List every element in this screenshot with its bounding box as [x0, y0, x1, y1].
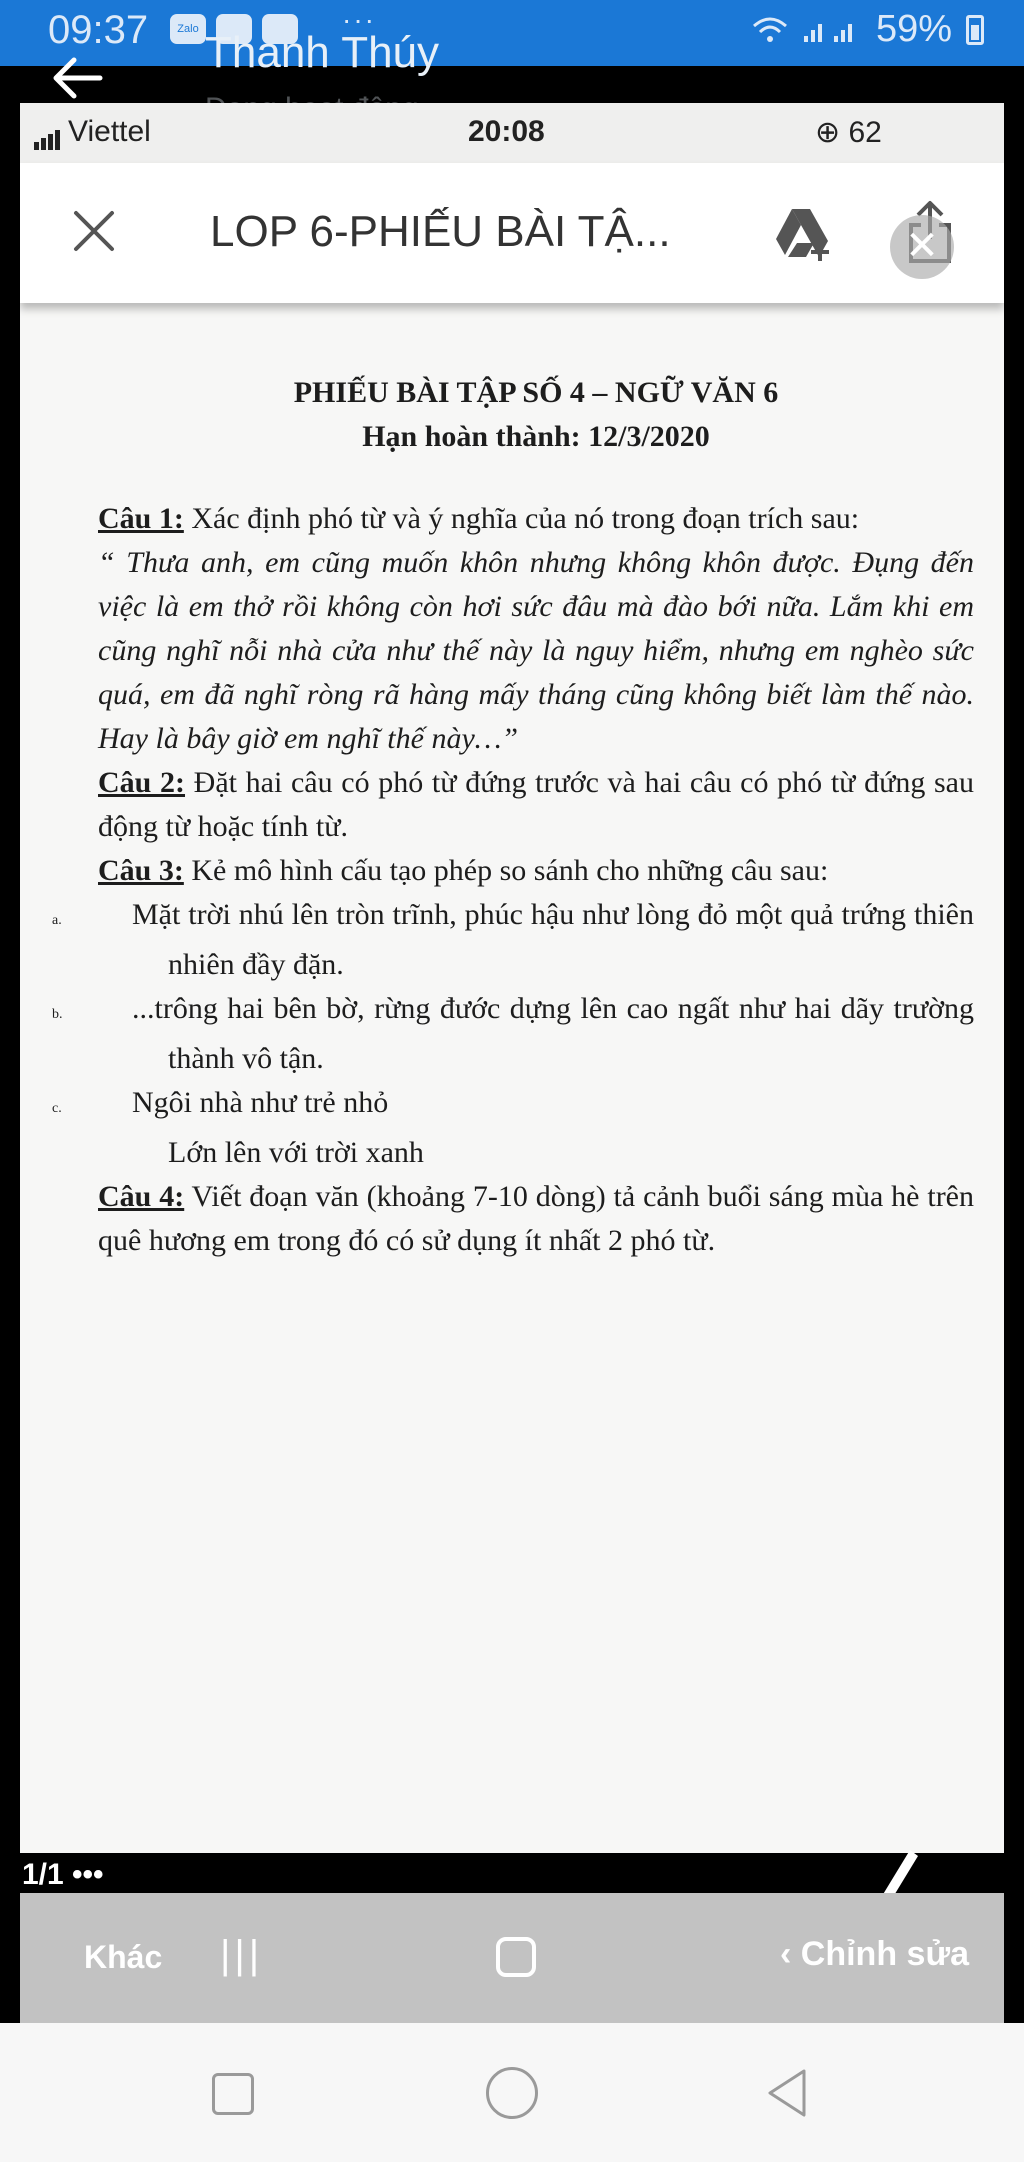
edit-button[interactable]: [780, 1935, 969, 1974]
question-1: [98, 497, 974, 541]
more-button[interactable]: Khác: [84, 1939, 163, 1975]
question-label: Câu 2:: [98, 766, 186, 799]
add-to-drive-icon[interactable]: [772, 205, 832, 263]
recents-button[interactable]: [212, 2073, 254, 2115]
worksheet-deadline: Hạn hoàn thành: 12/3/2020: [362, 420, 710, 453]
item-text: Ngôi nhà như trẻ nhỏ: [132, 1086, 389, 1119]
question-4: [98, 1175, 974, 1263]
photo-status-bar: [20, 103, 1004, 163]
list-item: [52, 1081, 974, 1131]
photo-time: 20:08: [468, 115, 545, 148]
close-preview-button[interactable]: ✕: [890, 215, 954, 279]
battery-icon: [966, 15, 984, 45]
worksheet: [52, 371, 975, 1263]
question-text: Kẻ mô hình cấu tạo phép so sánh cho những câu sau:: [183, 854, 829, 887]
question-text: Đặt hai câu có phó từ đứng trước và hai câu có phó từ đứng sau động từ hoặc tính từ.: [98, 766, 974, 843]
status-bar: [0, 0, 1024, 66]
home-icon: [496, 1937, 536, 1977]
item-marker: a.: [52, 913, 62, 928]
photo-carrier-name: Viettel: [68, 115, 151, 148]
question-3: [98, 849, 974, 893]
status-right: [752, 8, 984, 51]
back-button[interactable]: [764, 2067, 810, 2119]
recents-icon: |||: [220, 1933, 264, 1977]
list-item: [52, 987, 974, 1081]
question-text: Xác định phó từ và ý nghĩa của nó trong đoạn trích sau:: [183, 502, 860, 535]
list-item: [52, 893, 974, 987]
worksheet-body: [52, 497, 975, 1263]
question-1-quote: “ Thưa anh, em cũng muốn khôn nhưng không khôn được. Đụng đến việc là em thở rồi không còn hơi sức đâu mà đào bới nữa. Lắm khi em cũng nghĩ nỗi nhà cửa như thế này là nguy hiểm, nhưng em nghèo sức quá, em đã nghĩ ròng rã hàng mấy tháng cũng không biết làm thế nào. Hay là bây giờ em nghĩ thế này…”: [98, 546, 974, 755]
system-navigation-bar: [0, 2023, 1024, 2162]
photo-bottom-bar: [20, 1893, 1004, 2023]
home-button[interactable]: [486, 2067, 538, 2119]
item-marker: c.: [52, 1101, 62, 1116]
photo-battery: 62: [848, 116, 882, 149]
chat-contact-name[interactable]: Thanh Thúy: [205, 28, 440, 77]
question-label: Câu 4:: [98, 1180, 185, 1213]
list-item-continuation: Lớn lên với trời xanh: [168, 1136, 424, 1169]
edit-button-label: Chỉnh sửa: [800, 1935, 969, 1973]
back-arrow-icon[interactable]: [48, 48, 108, 108]
status-time: 09:37: [48, 8, 149, 52]
wifi-icon: [752, 16, 788, 44]
battery-percent: 59%: [875, 8, 952, 50]
zalo-icon: Zalo: [170, 14, 206, 44]
photo-carrier: [34, 115, 151, 150]
item-text: ...trông hai bên bờ, rừng đước dựng lên cao ngất như hai dãy trường thành vô tận.: [132, 992, 974, 1075]
question-label: Câu 1:: [98, 502, 184, 535]
question-2: [98, 761, 974, 849]
worksheet-title: PHIẾU BÀI TẬP SỐ 4 – NGỮ VĂN 6: [293, 376, 779, 409]
photo-lock-icon: ⊕: [815, 116, 841, 149]
item-marker: b.: [52, 1007, 63, 1022]
item-text: Mặt trời nhú lên tròn trĩnh, phúc hậu như lòng đỏ một quả trứng thiên nhiên đầy đặn.: [132, 898, 974, 981]
chevron-left-icon: ‹: [780, 1935, 792, 1973]
question-text: Viết đoạn văn (khoảng 7-10 dòng) tả cảnh buổi sáng mùa hè trên quê hương em trong đó có sử dụng ít nhất 2 phó từ.: [98, 1180, 975, 1257]
question-label: Câu 3:: [98, 854, 184, 887]
photo-status-right: [815, 115, 882, 150]
more-notifications-icon: ···: [342, 4, 376, 35]
document-title: LOP 6-PHIẾU BÀI TẬ...: [210, 207, 671, 256]
photo-app-toolbar: [20, 163, 1004, 303]
signal-icon: [802, 16, 862, 44]
page-indicator: 1/1 •••: [22, 1858, 104, 1891]
photo-signal-icon: [34, 116, 62, 150]
photo-screen[interactable]: [20, 103, 1004, 1853]
close-icon[interactable]: [72, 209, 116, 253]
viewer-page-bar: [0, 1853, 1024, 1893]
